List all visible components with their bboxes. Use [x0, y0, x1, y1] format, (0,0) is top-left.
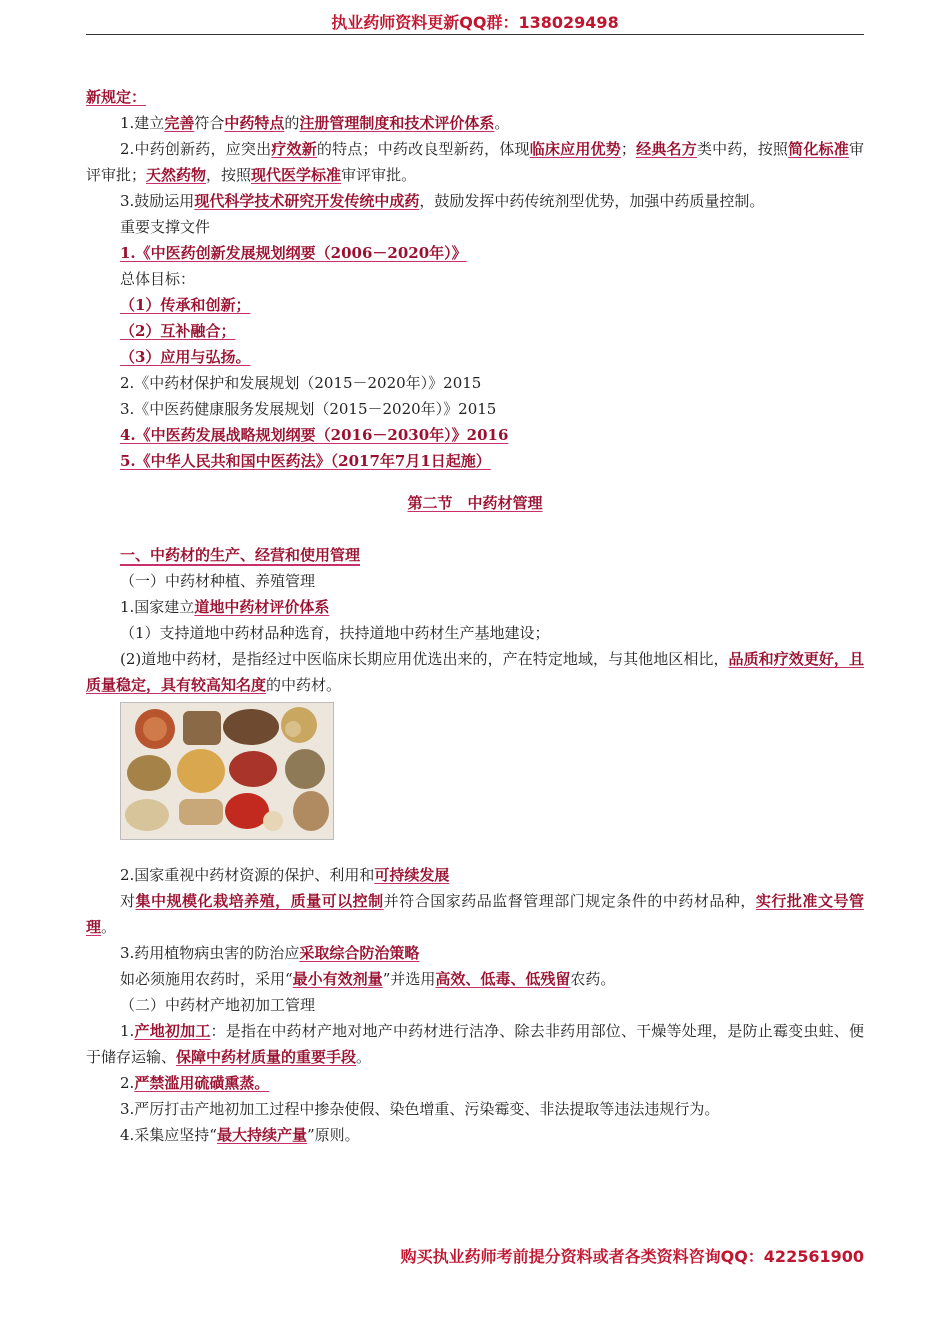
support-doc-4: 4.《中医药发展战略规划纲要（2016－2030年）》2016 [120, 426, 509, 444]
item-3-1: 如必须施用农药时，采用“最小有效剂量”并选用高效、低毒、低残留农药。 [120, 970, 616, 988]
new-rules-title: 新规定： [86, 88, 147, 106]
section-title: 第二节 中药材管理 [407, 494, 543, 512]
subsection-1: （一）中药材种植、养殖管理 [120, 572, 316, 590]
processing-3: 3.严厉打击产地初加工过程中掺杂使假、染色增重、污染霉变、非法提取等违法违规行为。 [120, 1100, 720, 1118]
header-text: 执业药师资料更新QQ群：138029498 [331, 13, 619, 32]
item-2: 2.国家重视中药材资源的保护、利用和可持续发展 [120, 866, 450, 884]
processing-1: 1.产地初加工：是指在中药材产地对地产中药材进行洁净、除去非药用部位、干燥等处理，是防止霉变虫蛀、便于储存运输、保障中药材质量的重要手段。 [86, 1022, 864, 1066]
goal-2: （2）互补融合； [120, 322, 236, 340]
processing-4: 4.采集应坚持“最大持续产量”原则。 [120, 1126, 360, 1144]
support-docs-title: 重要支撑文件 [120, 218, 211, 236]
support-doc-1: 1.《中医药创新发展规划纲要（2006－2020年）》 [120, 244, 467, 262]
subsection-2: （二）中药材产地初加工管理 [120, 996, 316, 1014]
support-doc-2: 2.《中药材保护和发展规划（2015－2020年）》2015 [120, 374, 482, 392]
goal-3: （3）应用与弘扬。 [120, 348, 251, 366]
item-1-1: （1）支持道地中药材品种选育，扶持道地中药材生产基地建设； [120, 624, 550, 642]
rule-3: 3.鼓励运用现代科学技术研究开发传统中成药，鼓励发挥中药传统剂型优势，加强中药质量控制。 [120, 192, 765, 210]
page-header [86, 10, 864, 35]
herbs-photo [120, 702, 334, 840]
rule-1: 1.建立完善符合中药特点的注册管理制度和技术评价体系。 [120, 114, 510, 132]
goal-title: 总体目标： [120, 270, 196, 288]
item-1-2: (2)道地中药材，是指经过中医临床长期应用优选出来的，产在特定地域，与其他地区相比，品质和疗效更好，且质量稳定，具有较高知名度的中药材。 [86, 650, 864, 694]
footer-text: 购买执业药师考前提分资料或者各类资料咨询QQ：422561900 [400, 1247, 864, 1266]
document-body [86, 84, 864, 1148]
support-doc-5: 5.《中华人民共和国中医药法》（2017年7月1日起施） [120, 452, 491, 470]
support-doc-3: 3.《中医药健康服务发展规划（2015－2020年）》2015 [120, 400, 497, 418]
page-footer [401, 1244, 864, 1267]
section-heading-1: 一、中药材的生产、经营和使用管理 [120, 546, 361, 564]
item-3: 3.药用植物病虫害的防治应采取综合防治策略 [120, 944, 420, 962]
item-2-1: 对集中规模化栽培养殖，质量可以控制并符合国家药品监督管理部门规定条件的中药材品种，实行批准文号管理。 [86, 892, 864, 936]
goal-1: （1）传承和创新； [120, 296, 251, 314]
rule-2: 2.中药创新药，应突出疗效新的特点；中药改良型新药，体现临床应用优势；经典名方类中药，按照简化标准审评审批；天然药物，按照现代医学标准审评审批。 [86, 140, 864, 184]
processing-2: 2.严禁滥用硫磺熏蒸。 [120, 1074, 270, 1092]
item-1: 1.国家建立道地中药材评价体系 [120, 598, 330, 616]
